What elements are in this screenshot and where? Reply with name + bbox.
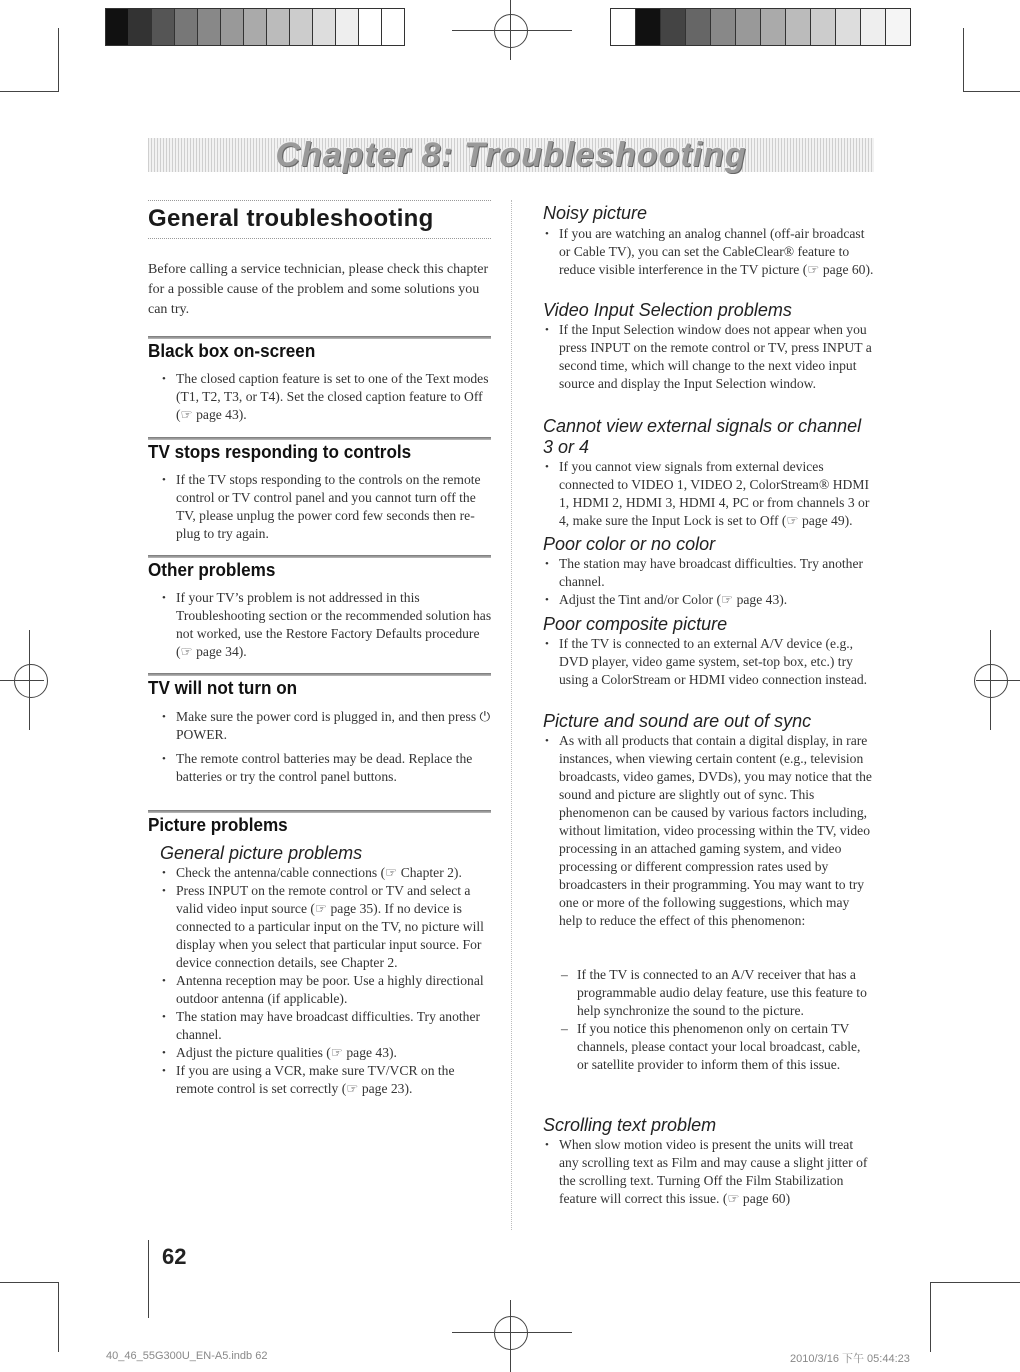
chapter-banner [148,135,874,174]
column-divider [511,200,512,1230]
list-other-problems [176,589,494,661]
heading-black-box: Black box on-screen [148,341,316,361]
list-item: • Adjust the Tint and/or Color (☞ page 43). [559,591,875,609]
list-black-box [176,370,494,424]
list-poor-color [559,555,875,609]
list-picture-problems [176,864,494,1098]
heading-tv-stops: TV stops responding to controls [148,442,412,462]
list-out-of-sync [559,732,875,930]
color-bar-right [610,8,911,46]
list-item: • If the TV stops responding to the controls on the remote control or TV control panel and you cannot turn off the TV, please unplug the power cord few seconds then re-plug to try again. [176,471,494,543]
subheading-general-picture: General picture problems [160,843,363,863]
list-item: • If the Input Selection window does not appear when you press INPUT on the remote control or TV, press INPUT a second time, which will change to the next video input source and display the Input Selection window. [559,321,875,393]
list-noisy-picture [559,225,875,279]
list-item: • The station may have broadcast difficulties. Try another channel. [559,555,875,591]
list-item: • Press INPUT on the remote control or TV and select a valid video input source (☞ page 35). If no device is connected to a particular input on the TV, no picture will display when you select that particular input source. For device connection details, see Chapter 2. [176,882,494,972]
list-cannot-view [559,458,875,530]
heading-cannot-view: Cannot view external signals or channel 3 or 4 [543,416,862,457]
list-item: • The remote control batteries may be dead. Replace the batteries or try the control panel buttons. [176,750,494,786]
chapter-title: Chapter 8: Troubleshooting [275,135,747,174]
heading-not-turn-on: TV will not turn on [148,678,298,698]
intro-text: Before calling a service technician, please check this chapter for a possible cause of the problem and some solutions you can try. [148,262,489,317]
list-item: • If you are using a VCR, make sure TV/VCR on the remote control is set correctly (☞ page 23). [176,1062,494,1098]
list-item: • If you cannot view signals from external devices connected to VIDEO 1, VIDEO 2, ColorStream® HDMI 1, HDMI 2, HDMI 3, HDMI 4, PC or from channels 3 or 4, make sure the Input Lock is set to Off (☞ page 49). [559,458,875,530]
list-item: • If you are watching an analog channel (off-air broadcast or Cable TV), you can set the CableClear® feature to reduce visible interference in the TV picture (☞ page 60). [559,225,875,279]
heading-picture-problems: Picture problems [148,815,288,835]
list-item: • Make sure the power cord is plugged in, and then press ⏻ POWER. [176,708,494,744]
heading-other-problems: Other problems [148,560,276,580]
heading-noisy-picture: Noisy picture [543,203,648,223]
list-item: • The station may have broadcast difficulties. Try another channel. [176,1008,494,1044]
list-item: • When slow motion video is present the units will treat any scrolling text as Film and may cause a slight jitter of the scrolling text. Turning Off the Film Stabilization feature will correct this issue. (☞ page 60) [559,1136,875,1208]
list-poor-composite [559,635,875,689]
page-number: 62 [162,1244,187,1269]
sublist-out-of-sync [577,966,875,1074]
list-scrolling-text [559,1136,875,1208]
section-title: General troubleshooting [148,205,434,232]
list-item: • If your TV’s problem is not addressed in this Troubleshooting section or the recommended solution has not worked, use the Restore Factory Defaults procedure (☞ page 34). [176,589,494,661]
list-item: • As with all products that contain a digital display, in rare instances, when viewing certain content (e.g., television broadcasts, video games, DVDs), you may notice that the sound and picture are slightly out of sync. This phenomenon can be caused by various factors including, without limitation, video processing within the TV, video processing in an attached gaming system, and video processing or different compression rates used by broadcasters in their programming. You may want to try one or more of the following suggestions, which may help to reduce the effect of this phenomenon: [559,732,875,930]
footer-timestamp: 2010/3/16 下午 05:44:23 [790,1353,910,1365]
list-video-input [559,321,875,393]
list-item: – If you notice this phenomenon only on certain TV channels, please contact your local broadcast, cable, or satellite provider to inform them of this issue. [577,1020,875,1074]
heading-poor-color: Poor color or no color [543,534,716,554]
heading-poor-composite: Poor composite picture [543,614,728,634]
heading-scrolling-text: Scrolling text problem [543,1115,717,1135]
list-item: • If the TV is connected to an external A/V device (e.g., DVD player, video game system, set-top box, etc.) try using a ColorStream or HDMI video connection instead. [559,635,875,689]
list-item: – If the TV is connected to an A/V receiver that has a programmable audio delay feature, use this feature to help synchronize the sound to the picture. [577,966,875,1020]
list-item: • The closed caption feature is set to one of the Text modes (T1, T2, T3, or T4). Set the closed caption feature to Off (☞ page 43). [176,370,494,424]
heading-out-of-sync: Picture and sound are out of sync [543,711,812,731]
list-not-turn-on [176,708,494,786]
heading-video-input: Video Input Selection problems [543,300,792,320]
color-bar-left [105,8,405,46]
list-item: • Antenna reception may be poor. Use a highly directional outdoor antenna (if applicable). [176,972,494,1008]
list-item: • Adjust the picture qualities (☞ page 43). [176,1044,494,1062]
footer-file: 40_46_55G300U_EN-A5.indb 62 [106,1350,268,1362]
list-tv-stops [176,471,494,543]
list-item: • Check the antenna/cable connections (☞ Chapter 2). [176,864,494,882]
